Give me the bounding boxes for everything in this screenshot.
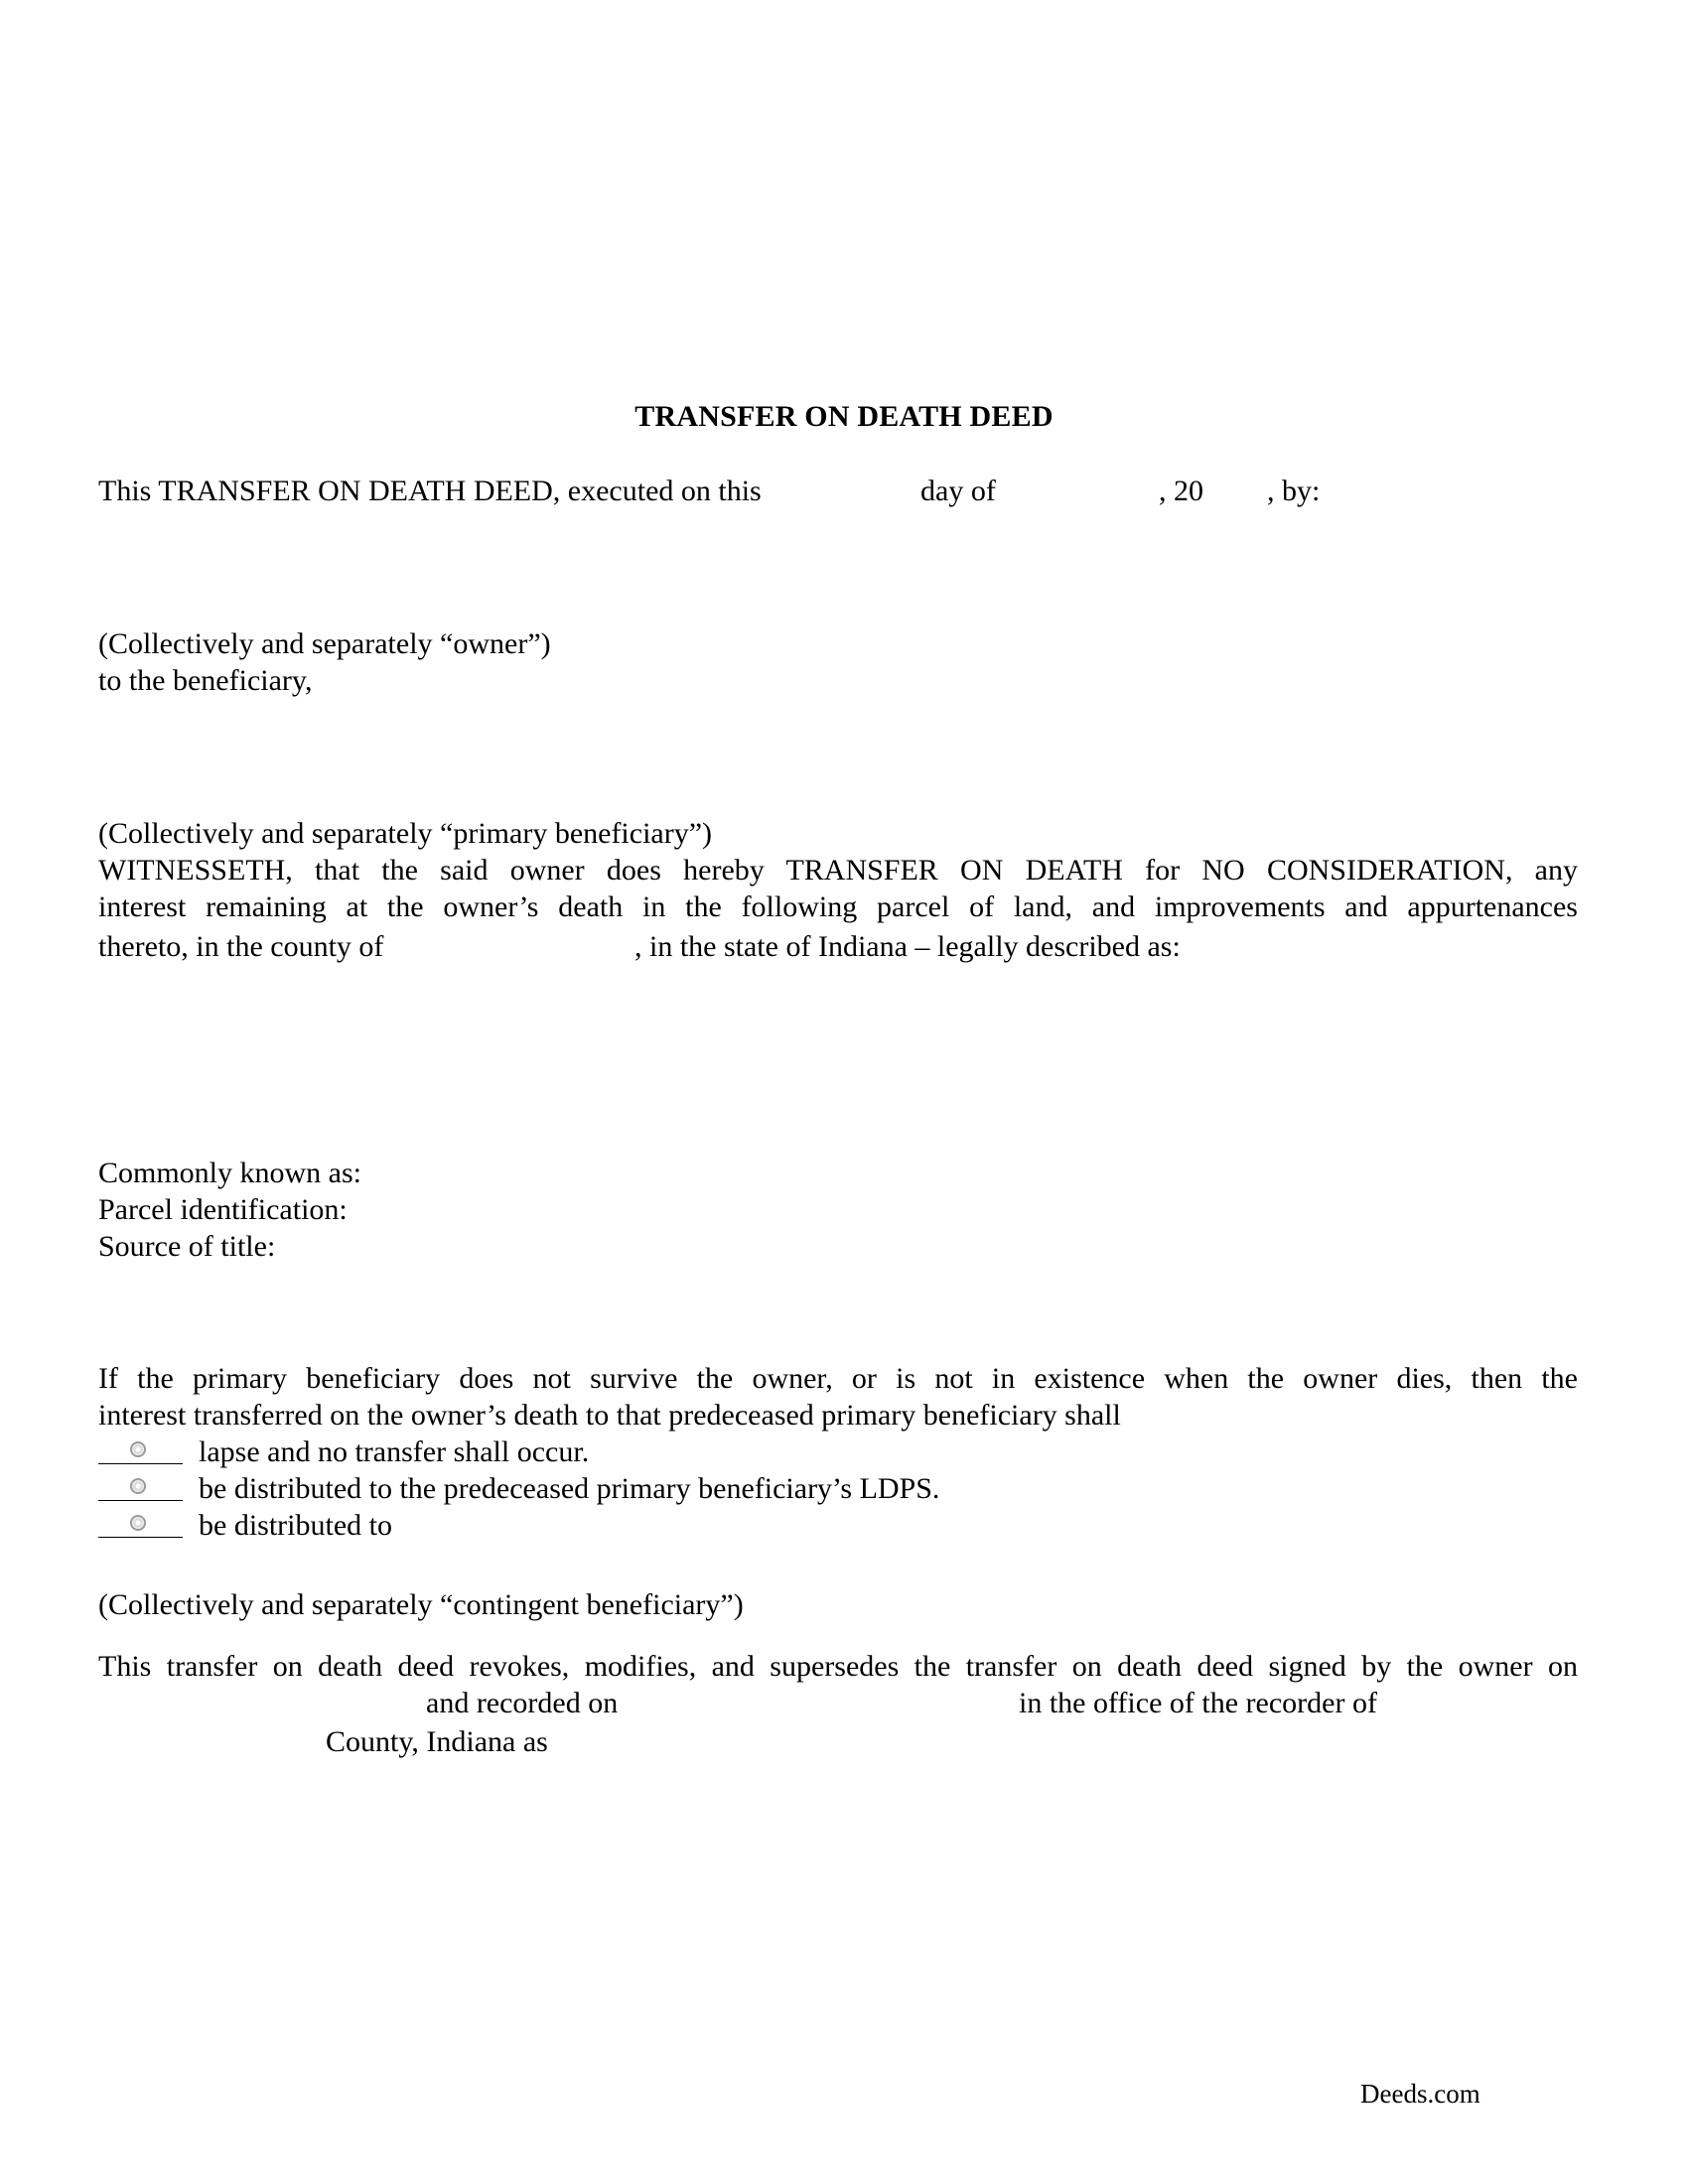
document-title: TRANSFER ON DEATH DEED xyxy=(634,400,1054,433)
execution-day-of: day of xyxy=(920,475,996,507)
collective-contingent-beneficiary-label: (Collectively and separately “contingent beneficiary”) xyxy=(98,1588,744,1621)
radio-icon[interactable] xyxy=(130,1441,146,1457)
option-ldps[interactable] xyxy=(98,1470,939,1507)
option-lapse-label: lapse and no transfer shall occur. xyxy=(199,1435,590,1468)
option-distributed-to-blank[interactable] xyxy=(98,1507,183,1538)
execution-by: , by: xyxy=(1267,475,1321,507)
county-indiana-label: County, Indiana as xyxy=(326,1725,548,1758)
execution-intro: This TRANSFER ON DEATH DEED, executed on this xyxy=(98,475,762,507)
collective-owner-label: (Collectively and separately “owner”) xyxy=(98,627,551,660)
state-of-indiana-label: , in the state of Indiana – legally described as: xyxy=(634,930,1181,963)
recorded-on-label: and recorded on xyxy=(426,1687,619,1719)
source-of-title-label: Source of title: xyxy=(98,1230,276,1263)
contingency-line-1: If the primary beneficiary does not survive the owner, or is not in existence when the owner dies, then the xyxy=(98,1362,1578,1395)
footer-brand: Deeds.com xyxy=(1360,2079,1480,2109)
execution-year-prefix: , 20 xyxy=(1159,475,1203,507)
to-beneficiary-label: to the beneficiary, xyxy=(98,664,313,697)
collective-primary-beneficiary-label: (Collectively and separately “primary beneficiary”) xyxy=(98,817,713,850)
county-of-label: thereto, in the county of xyxy=(98,930,384,963)
commonly-known-label: Commonly known as: xyxy=(98,1157,362,1189)
radio-icon[interactable] xyxy=(130,1515,146,1531)
parcel-identification-label: Parcel identification: xyxy=(98,1193,348,1226)
option-ldps-label: be distributed to the predeceased primary beneficiary’s LDPS. xyxy=(199,1472,940,1505)
option-lapse-blank[interactable] xyxy=(98,1433,183,1464)
witnesseth-line-2: interest remaining at the owner’s death in the following parcel of land, and improvements and appurtenances xyxy=(98,890,1578,923)
radio-icon[interactable] xyxy=(130,1478,146,1494)
contingency-line-2: interest transferred on the owner’s death to that predeceased primary beneficiary shall xyxy=(98,1399,1121,1432)
witnesseth-line-1: WITNESSETH, that the said owner does hereby TRANSFER ON DEATH for NO CONSIDERATION, any xyxy=(98,854,1578,887)
option-ldps-blank[interactable] xyxy=(98,1470,183,1501)
revocation-line-1: This transfer on death deed revokes, modifies, and supersedes the transfer on death deed signed by the owner on xyxy=(98,1650,1578,1683)
option-distributed-to[interactable] xyxy=(98,1507,392,1544)
option-lapse[interactable] xyxy=(98,1433,589,1470)
office-of-recorder-label: in the office of the recorder of xyxy=(1019,1687,1377,1719)
option-distributed-to-label: be distributed to xyxy=(199,1509,392,1542)
